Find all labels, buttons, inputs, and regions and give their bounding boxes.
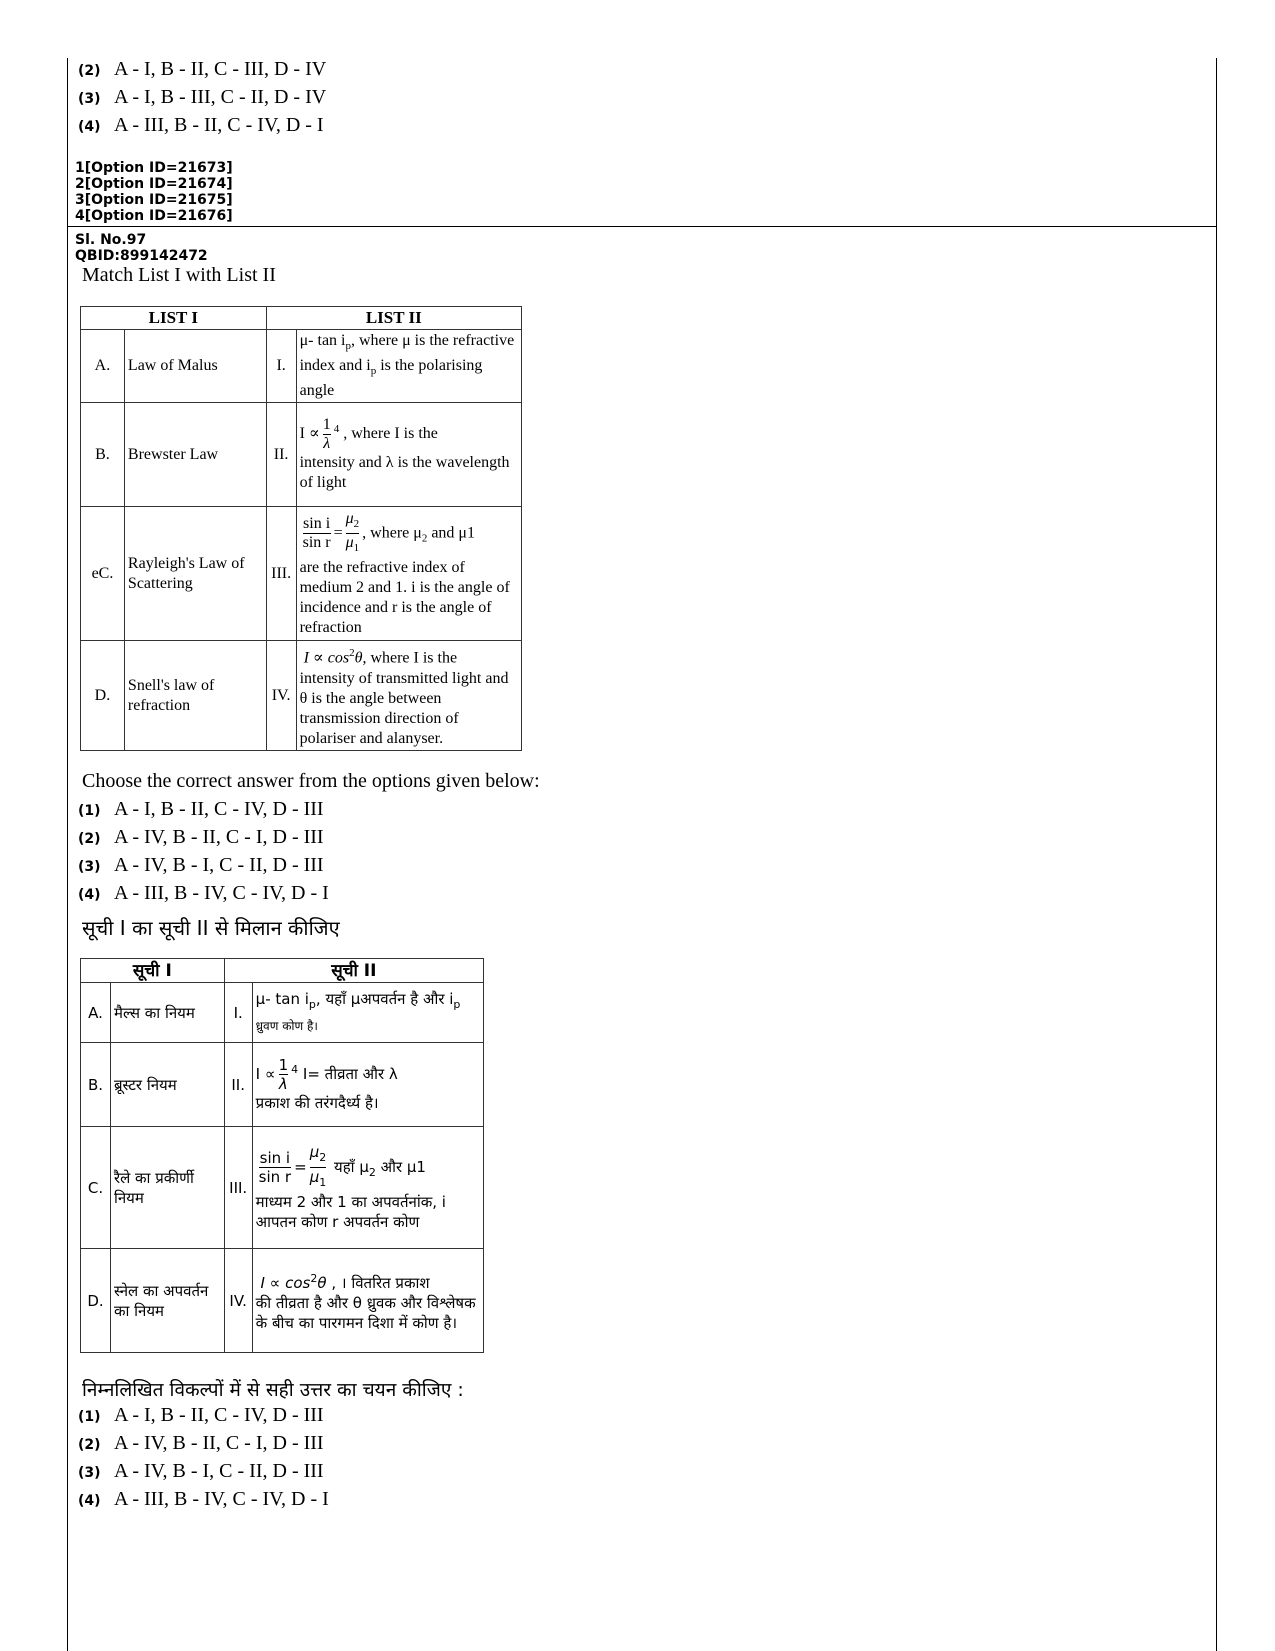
list-i-header: LIST I bbox=[81, 307, 267, 330]
row-description: I ∝ $\frac{1}{\lambda}$ $^4$ I= तीव्रता और λ प्रकाश की तरंगदैर्ध्य है। bbox=[252, 1043, 483, 1127]
row-description: $I \propto \cos^2\theta$, where I is the intensity of transmitted light and θ is the angle between transmission direction of polariser and alanyser. bbox=[296, 641, 521, 751]
row-roman: IV. bbox=[266, 641, 296, 751]
list-ii-header: सूची II bbox=[224, 959, 483, 983]
row-description: $I \propto \cos^2\theta$ , । वितरित प्रकाश की तीव्रता है और θ ध्रुवक और विश्लेषक के बीच का पारगमन दिशा में कोण है। bbox=[252, 1249, 483, 1353]
row-law: Brewster Law bbox=[124, 403, 266, 507]
question-divider bbox=[67, 226, 1217, 227]
option-4-hi[interactable]: (4) A - III, B - IV, C - IV, D - I bbox=[78, 1488, 329, 1510]
table-row bbox=[81, 330, 522, 403]
option-id: 3[Option ID=21675] bbox=[75, 192, 233, 208]
prev-option-3: (3) A - I, B - III, C - II, D - IV bbox=[78, 86, 327, 108]
row-law: मैल्स का नियम bbox=[110, 983, 224, 1043]
row-roman: I. bbox=[224, 983, 252, 1043]
row-letter: D. bbox=[81, 1249, 111, 1353]
choose-instruction-en: Choose the correct answer from the options given below: bbox=[82, 770, 540, 792]
row-description: μ- $\tan i_p$, यहाँ μअपवर्तन है और $i_p$ ध्रुवण कोण है। bbox=[252, 983, 483, 1043]
table-row bbox=[81, 1043, 484, 1127]
row-description: $\frac{\text{sin i}}{\text{sin r}}$ = $\frac{\mu_2}{\mu_1}$ यहाँ $\mu_2$ और μ1 माध्यम 2 और 1 का अपवर्तनांक, i आपतन कोण r अपवर्तन कोण bbox=[252, 1127, 483, 1249]
row-letter: B. bbox=[81, 1043, 111, 1127]
row-letter: D. bbox=[81, 641, 125, 751]
list-ii-header: LIST II bbox=[266, 307, 521, 330]
option-2-en[interactable]: (2) A - IV, B - II, C - I, D - III bbox=[78, 826, 324, 848]
qbid: QBID:899142472 bbox=[75, 248, 208, 264]
row-description: μ- $\tan i_p$, where μ is the refractive index and $i_p$ is the polarising angle bbox=[296, 330, 521, 403]
option-id-list bbox=[75, 160, 233, 224]
row-law: Law of Malus bbox=[124, 330, 266, 403]
option-2-hi[interactable]: (2) A - IV, B - II, C - I, D - III bbox=[78, 1432, 324, 1454]
option-1-hi[interactable]: (1) A - I, B - II, C - IV, D - III bbox=[78, 1404, 324, 1426]
match-table-hi bbox=[80, 958, 484, 1353]
row-law: स्नेल का अपवर्तन का नियम bbox=[110, 1249, 224, 1353]
row-roman: II. bbox=[266, 403, 296, 507]
row-roman: I. bbox=[266, 330, 296, 403]
list-i-header: सूची I bbox=[81, 959, 225, 983]
row-letter: A. bbox=[81, 330, 125, 403]
option-1-en[interactable]: (1) A - I, B - II, C - IV, D - III bbox=[78, 798, 324, 820]
table-row bbox=[81, 641, 522, 751]
option-3-en[interactable]: (3) A - IV, B - I, C - II, D - III bbox=[78, 854, 324, 876]
row-letter: C. bbox=[81, 1127, 111, 1249]
table-row bbox=[81, 1249, 484, 1353]
table-row bbox=[81, 1127, 484, 1249]
row-letter: A. bbox=[81, 983, 111, 1043]
choose-instruction-hi: निम्नलिखित विकल्पों में से सही उत्तर का चयन कीजिए : bbox=[82, 1379, 464, 1401]
row-roman: III. bbox=[266, 507, 296, 641]
prev-option-2: (2) A - I, B - II, C - III, D - IV bbox=[78, 58, 327, 80]
table-row bbox=[81, 403, 522, 507]
row-roman: IV. bbox=[224, 1249, 252, 1353]
row-description: I ∝ $\frac{1}{\lambda}$ $^4$ , where I is the intensity and λ is the wavelength of light bbox=[296, 403, 521, 507]
option-4-en[interactable]: (4) A - III, B - IV, C - IV, D - I bbox=[78, 882, 329, 904]
question-title-hi: सूची I का सूची II से मिलान कीजिए bbox=[82, 916, 340, 940]
row-description: $\frac{\text{sin i}}{\text{sin r}}$ = $\frac{\mu_2}{\mu_1}$ , where $\mu_2$ and μ1 are the refractive index of medium 2 and 1. i is the angle of incidence and r is the angle of refraction bbox=[296, 507, 521, 641]
row-roman: II. bbox=[224, 1043, 252, 1127]
option-id: 2[Option ID=21674] bbox=[75, 176, 233, 192]
row-letter: B. bbox=[81, 403, 125, 507]
match-table-en bbox=[80, 306, 522, 751]
row-law: रैले का प्रकीर्णी नियम bbox=[110, 1127, 224, 1249]
row-law: Snell's law of refraction bbox=[124, 641, 266, 751]
row-roman: III. bbox=[224, 1127, 252, 1249]
row-letter: eC. bbox=[81, 507, 125, 641]
table-row bbox=[81, 507, 522, 641]
question-title-en: Match List I with List II bbox=[82, 264, 276, 286]
serial-number: Sl. No.97 bbox=[75, 232, 147, 248]
row-law: ब्रूस्टर नियम bbox=[110, 1043, 224, 1127]
row-law: Rayleigh's Law of Scattering bbox=[124, 507, 266, 641]
table-row bbox=[81, 983, 484, 1043]
option-id: 4[Option ID=21676] bbox=[75, 208, 233, 224]
prev-option-4: (4) A - III, B - II, C - IV, D - I bbox=[78, 114, 324, 136]
option-id: 1[Option ID=21673] bbox=[75, 160, 233, 176]
question-meta bbox=[75, 232, 208, 264]
option-3-hi[interactable]: (3) A - IV, B - I, C - II, D - III bbox=[78, 1460, 324, 1482]
